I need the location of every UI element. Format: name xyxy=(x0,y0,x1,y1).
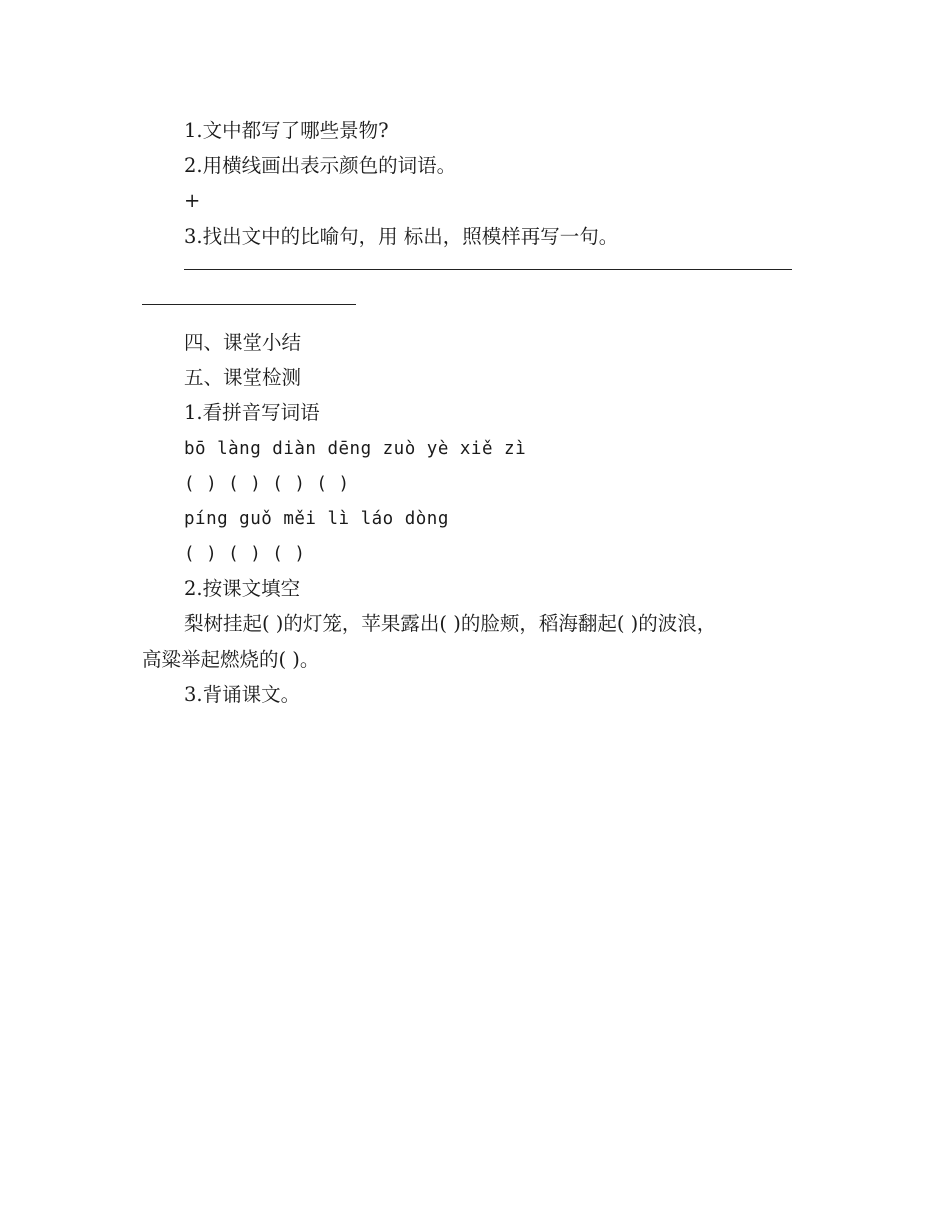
question-1: 1.文中都写了哪些景物? xyxy=(184,119,389,142)
bracket-row-2: ( ) ( ) ( ) xyxy=(184,544,306,564)
section-test-heading: 五、课堂检测 xyxy=(184,366,302,389)
test-3-text: 3.背诵课文。 xyxy=(184,683,301,706)
test-2-title: 2.按课文填空 xyxy=(184,577,301,600)
answer-line-1 xyxy=(184,269,792,270)
pinyin-row-1: bō làng diàn dēng zuò yè xiě zì xyxy=(184,439,527,459)
pinyin-row-2: píng guǒ měi lì láo dòng xyxy=(184,509,449,529)
question-2: 2.用横线画出表示颜色的词语。 xyxy=(184,154,457,177)
bracket-row-1: ( ) ( ) ( ) ( ) xyxy=(184,474,350,494)
fill-blank-line-1: 梨树挂起( )的灯笼，苹果露出( )的脸颊，稻海翻起( )的波浪， xyxy=(184,612,717,635)
plus-mark: + xyxy=(184,189,201,212)
question-3: 3.找出文中的比喻句，用 标出，照模样再写一句。 xyxy=(184,225,619,248)
section-summary-heading: 四、课堂小结 xyxy=(184,331,302,354)
fill-blank-line-2: 高粱举起燃烧的( )。 xyxy=(142,648,320,671)
answer-line-2 xyxy=(142,304,356,305)
test-1-title: 1.看拼音写词语 xyxy=(184,401,320,424)
